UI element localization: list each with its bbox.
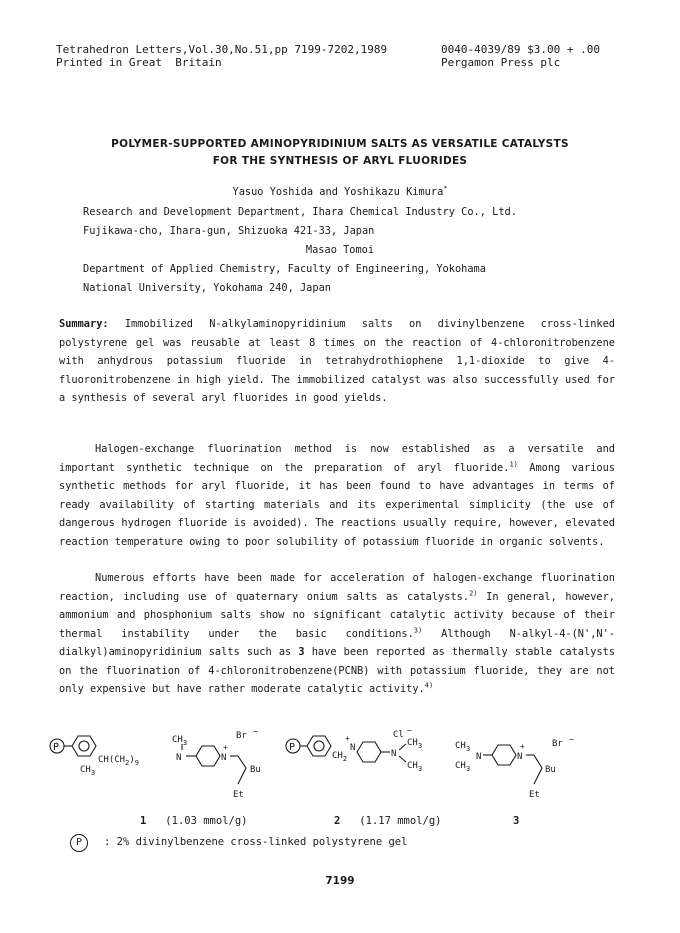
s1-butyl: Bu	[250, 765, 261, 775]
body-paragraph-2	[59, 569, 615, 699]
s1-ch3-label: CH	[80, 765, 91, 775]
article-title-line-1: POLYMER-SUPPORTED AMINOPYRIDINIUM SALTS AS VERSATILE CATALYSTS	[111, 138, 569, 150]
s1-minus: −	[253, 728, 258, 736]
body-paragraph-1	[59, 440, 615, 551]
s1-nme-sub: 3	[183, 739, 188, 747]
structure-1	[50, 728, 261, 800]
s3-me1-sub: 3	[466, 745, 471, 753]
s2-chloride: Cl	[393, 730, 404, 740]
ref-4: 4)	[424, 681, 434, 690]
s1-chain: $CH(CH_2)_9$	[98, 755, 139, 767]
s3-amine-n: N	[476, 752, 482, 762]
chemical-structures	[40, 728, 660, 808]
p2-text-d: have been reported as thermally stable catalysts on the fluorination of 4-chloronitrobenzene(PCNB) with potassium fluoride, they are not only expensive but have rather moderate catalytic activity.	[59, 646, 615, 695]
ref-3: 3)	[413, 626, 423, 635]
compound-3-number: 3	[513, 815, 520, 827]
summary-label: Summary:	[59, 318, 109, 330]
p2-text-b: In general, however, ammonium and phosphonium salts show no significant catalytic activity because of their thermal instability under the basic conditions.	[59, 590, 615, 640]
s2-plus: +	[345, 734, 350, 743]
s3-me1: CH	[455, 741, 466, 751]
affiliation-2-line-2: National University, Yokohama 240, Japan	[83, 282, 331, 294]
summary-text: Immobilized N-alkylaminopyridinium salts on divinylbenzene cross-linked polystyrene gel was reusable at least 8 times on the reaction of 4-chloronitrobenzene with anhydrous potassium fluoride in tetrahydrothiophene 1,1-dioxide to give 4-fluoronitrobenzene in high yield. The immobilized catalyst was also successfully used for a synthesis of several aryl fluorides in good yields.	[59, 318, 615, 404]
printed-location: Printed in Great Britain	[56, 56, 222, 69]
s2-minus: −	[407, 728, 412, 735]
p2-text-c: Although N-alkyl-4-(N',N'-dialkyl)aminopyridinium salts such as	[59, 627, 615, 658]
p1-text-cont: Among various synthetic methods for aryl fluoride, it has been found to have advantages in terms of ready availability of starting materials and its experimental simplicity (the use of dangerous hydrogen fluoride is avoided). The reactions usually require, however, elevated reaction temperature owing to poor solubility of potassium fluoride in organic solvents.	[59, 461, 616, 548]
s2-ch2: $CH_2$	[332, 751, 348, 763]
s3-me2-sub: 3	[466, 765, 471, 773]
publisher: Pergamon Press plc	[441, 56, 561, 69]
s2-pyridinium-n: N	[350, 743, 356, 753]
affiliation-1-line-1: Research and Development Department, Ihara Chemical Industry Co., Ltd.	[83, 206, 517, 218]
polymer-symbol-1: P	[53, 742, 60, 753]
s1-plus: +	[223, 743, 228, 752]
affiliation-1-line-2: Fujikawa-cho, Ihara-gun, Shizuoka 421-33, Japan	[83, 225, 375, 237]
s2-amine-n: N	[391, 749, 397, 759]
s1-bromide: Br	[236, 731, 247, 741]
author-names: Yasuo Yoshida and Yoshikazu Kimura	[232, 186, 444, 198]
s3-ethyl: Et	[529, 790, 540, 800]
article-title-line-2: FOR THE SYNTHESIS OF ARYL FLUORIDES	[212, 155, 468, 167]
polymer-symbol-2: P	[289, 742, 296, 753]
authors-group-1	[0, 183, 680, 202]
compound-2-loading: (1.17 mmol/g)	[359, 815, 442, 827]
s2-me2: CH	[407, 761, 418, 771]
s1-amine-n: N	[176, 753, 182, 763]
affiliation-2-line-1: Department of Applied Chemistry, Faculty of Engineering, Yokohama	[83, 263, 486, 275]
polymer-legend-symbol: P	[70, 834, 88, 852]
s2-me1: CH	[407, 738, 418, 748]
structure-3	[455, 735, 574, 800]
compound-2-label	[334, 815, 441, 827]
s3-minus: −	[569, 735, 574, 744]
s2-me2-sub: 3	[418, 765, 423, 773]
s3-bromide: Br	[552, 739, 563, 749]
s1-pyridinium-n: N	[221, 753, 227, 763]
s1-ch3-sub: 3	[91, 769, 96, 777]
polymer-legend-text: : 2% divinylbenzene cross-linked polystyrene gel	[104, 836, 408, 848]
s3-pyridinium-n: N	[517, 752, 523, 762]
compound-1-loading: (1.03 mmol/g)	[165, 815, 248, 827]
structure-2	[286, 728, 422, 773]
ref-2: 2)	[469, 589, 478, 598]
s3-me2: CH	[455, 761, 466, 771]
journal-citation: Tetrahedron Letters,Vol.30,No.51,pp 7199-7202,1989	[56, 43, 388, 56]
s1-nme-label: CH	[172, 735, 183, 745]
s1-ethyl: Et	[233, 790, 244, 800]
p2-text-a: Numerous efforts have been made for acceleration of halogen-exchange fluorination reaction, including use of quaternary onium salts as catalysts.	[59, 572, 615, 603]
compound-3-ref: 3	[298, 646, 305, 658]
compound-1-label	[140, 815, 247, 827]
summary-paragraph	[59, 315, 615, 408]
compound-2-number: 2	[334, 815, 341, 827]
compound-3-label	[513, 815, 519, 827]
s2-me1-sub: 3	[418, 742, 423, 750]
p1-text: Halogen-exchange fluorination method is now established as a versatile and important synthetic technique on the preparation of aryl fluoride.	[59, 443, 615, 474]
s3-plus: +	[520, 742, 525, 751]
s3-butyl: Bu	[545, 765, 556, 775]
compound-1-number: 1	[140, 815, 147, 827]
author-names-2: Masao Tomoi	[305, 244, 375, 256]
corresponding-mark: *	[443, 184, 448, 193]
article-code: 0040-4039/89 $3.00 + .00	[441, 43, 600, 56]
page-number: 7199	[325, 875, 355, 887]
ref-1: 1)	[509, 460, 518, 469]
